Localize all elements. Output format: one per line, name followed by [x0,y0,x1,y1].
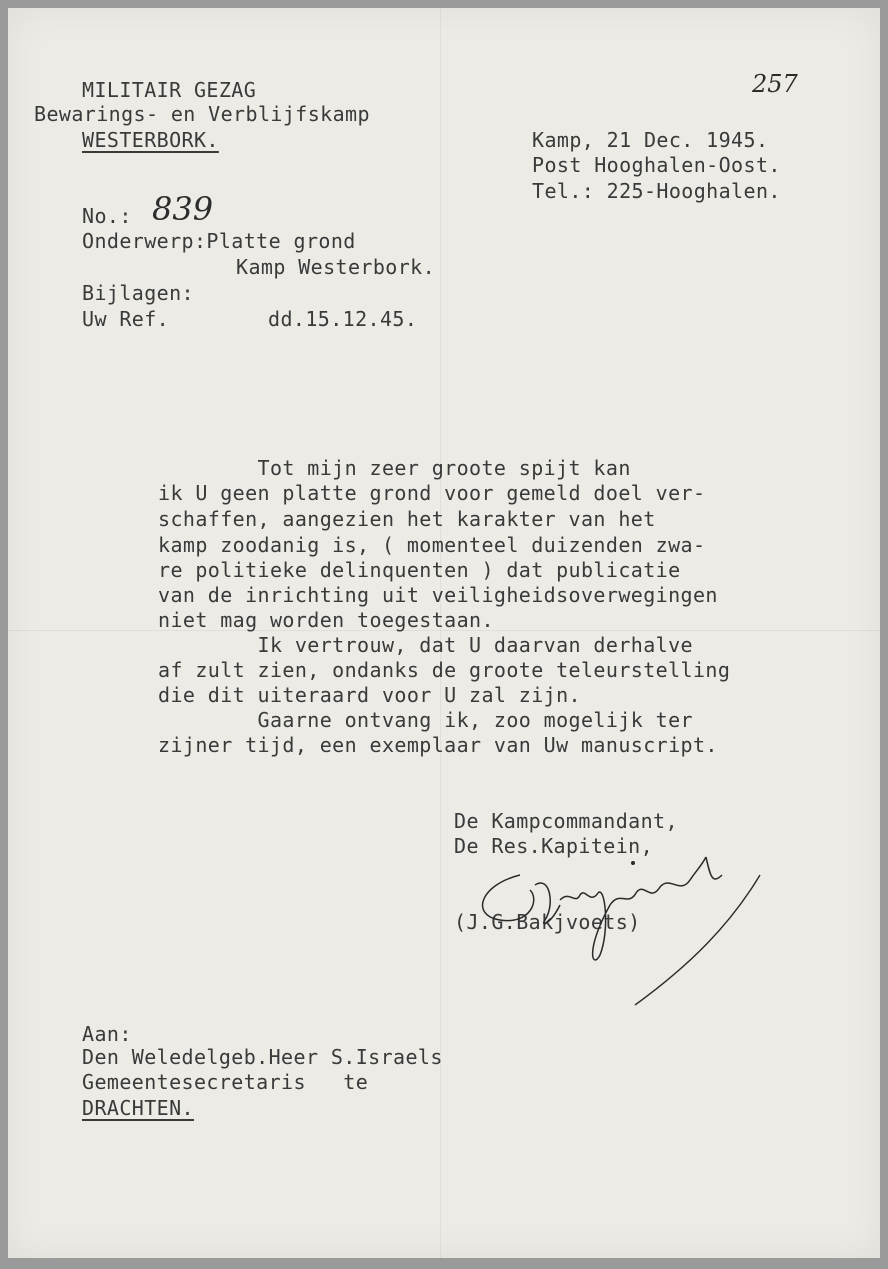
addressee-town: DRACHTEN. [82,1096,194,1120]
signatory-name: (J.G.Bakjvoets) [454,910,641,934]
body-line: kamp zoodanig is, ( momenteel duizenden zwa- [158,533,706,557]
addressee-name: Den Weledelgeb.Heer S.Israels [82,1045,443,1069]
body-line: Gaarne ontvang ik, zoo mogelijk ter [158,708,693,732]
subject-line-1: Onderwerp:Platte grond [82,229,356,253]
handwritten-signature [460,845,780,1015]
reference-label: Uw Ref. [82,307,170,331]
signatory-rank: De Res.Kapitein, [454,834,654,858]
body-line: ik U geen platte grond voor gemeld doel ver- [158,481,706,505]
addressee-label: Aan: [82,1022,132,1046]
number-value-handwritten: 839 [152,190,214,228]
place-date: Kamp, 21 Dec. 1945. [532,128,769,152]
body-line: van de inrichting uit veiligheidsoverwegingen [158,583,718,607]
body-line: Tot mijn zeer groote spijt kan [158,456,631,480]
reference-date: dd.15.12.45. [268,307,418,331]
letterhead-authority: MILITAIR GEZAG [82,78,257,102]
body-line: niet mag worden toegestaan. [158,608,494,632]
telephone: Tel.: 225-Hooghalen. [532,179,781,203]
attachments-label: Bijlagen: [82,281,194,305]
body-line: Ik vertrouw, dat U daarvan derhalve [158,633,693,657]
body-line: zijner tijd, een exemplaar van Uw manuscript. [158,733,718,757]
letterhead-camp-type: Bewarings- en Verblijfskamp [34,102,370,126]
body-line: af zult zien, ondanks de groote teleurstelling [158,658,731,682]
body-line: re politieke delinquenten ) dat publicatie [158,558,681,582]
letterhead-camp-name: WESTERBORK. [82,128,219,152]
signatory-title: De Kampcommandant, [454,809,678,833]
body-line: die dit uiteraard voor U zal zijn. [158,683,581,707]
body-line: schaffen, aangezien het karakter van het [158,507,656,531]
addressee-function: Gemeentesecretaris te [82,1070,369,1094]
page-number-handwritten: 257 [752,70,798,98]
postal-address: Post Hooghalen-Oost. [532,153,781,177]
number-label: No.: [82,204,132,228]
subject-line-2: Kamp Westerbork. [236,255,436,279]
